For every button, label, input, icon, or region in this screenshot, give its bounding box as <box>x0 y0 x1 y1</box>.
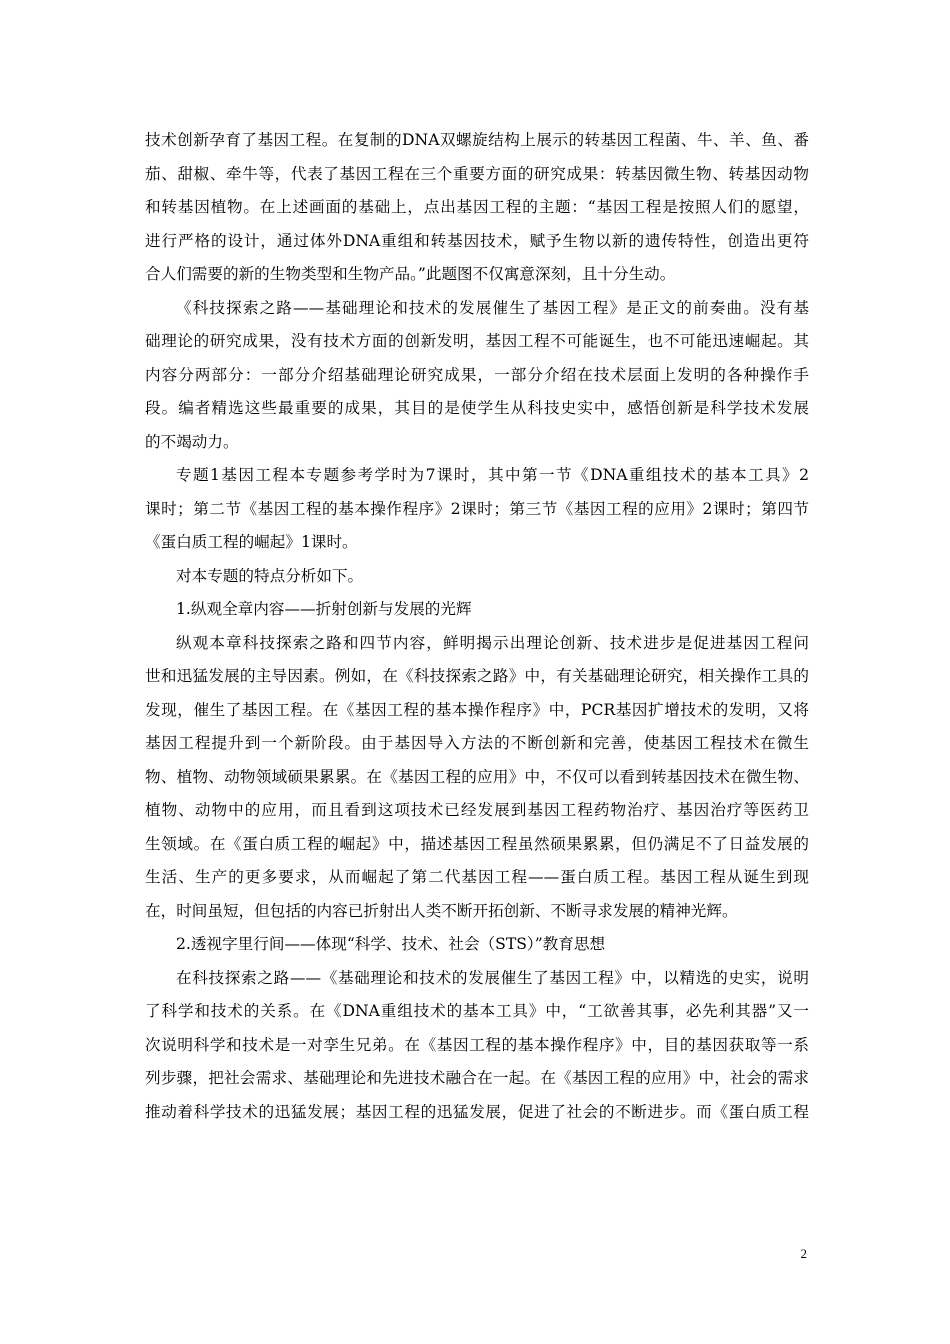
text-line: 物、植物、动物领域硕果累累。在《基因工程的应用》中，不仅可以看到转基因技术在微生物、 <box>145 767 809 786</box>
text-line: 课时；第二节《基因工程的基本操作程序》2课时；第三节《基因工程的应用》2课时；第四节 <box>145 499 809 518</box>
text-line: 《蛋白质工程的崛起》1课时。 <box>145 533 358 551</box>
text-line: 技术创新孕育了基因工程。在复制的DNA双螺旋结构上展示的转基因工程菌、牛、羊、鱼、番 <box>145 131 809 149</box>
text-line: 在科技探索之路——《基础理论和技术的发展催生了基因工程》中，以精选的史实，说明 <box>176 968 809 987</box>
paragraph <box>145 292 809 460</box>
text-line: 专题1基因工程本专题参考学时为7课时，其中第一节《DNA重组技术的基本工具》2 <box>176 466 809 484</box>
text-line: 生领域。在《蛋白质工程的崛起》中，描述基因工程虽然硕果累累，但仍满足不了日益发展的 <box>145 834 809 853</box>
text-line: 段。编者精选这些最重要的成果，其目的是使学生从科技史实中，感悟创新是科学技术发展 <box>145 399 809 417</box>
text-line: 基因工程提升到一个新阶段。由于基因导入方法的不断创新和完善，使基因工程技术在微生 <box>145 734 809 752</box>
text-line: 对本专题的特点分析如下。 <box>176 566 364 585</box>
text-line: 植物、动物中的应用，而且看到这项技术已经发展到基因工程药物治疗、基因治疗等医药卫 <box>145 801 809 819</box>
document-body <box>145 124 809 1129</box>
paragraph <box>145 124 809 292</box>
section-heading <box>145 593 809 627</box>
paragraph <box>145 459 809 560</box>
text-line: 进行严格的设计，通过体外DNA重组和转基因技术，赋予生物以新的遗传特性，创造出更符 <box>145 231 809 250</box>
page-number: 2 <box>800 1246 807 1261</box>
text-line: 推动着科学技术的迅猛发展；基因工程的迅猛发展，促进了社会的不断进步。而《蛋白质工程 <box>145 1102 809 1121</box>
text-line: 合人们需要的新的生物类型和生物产品。”此题图不仅寓意深刻，且十分生动。 <box>145 265 676 283</box>
text-line: 了科学和技术的关系。在《DNA重组技术的基本工具》中，“工欲善其事，必先利其器”又一 <box>145 1002 809 1020</box>
text-line: 生活、生产的更多要求，从而崛起了第二代基因工程——蛋白质工程。基因工程从诞生到现 <box>145 868 809 886</box>
section-heading <box>145 928 809 962</box>
text-line: 列步骤，把社会需求、基础理论和先进技术融合在一起。在《基因工程的应用》中，社会的需求 <box>145 1069 809 1087</box>
text-line: 《科技探索之路——基础理论和技术的发展催生了基因工程》是正文的前奏曲。没有基 <box>176 298 809 317</box>
text-line: 和转基因植物。在上述画面的基础上，点出基因工程的主题：“基因工程是按照人们的愿望， <box>145 198 809 216</box>
text-line: 础理论的研究成果，没有技术方面的创新发明，基因工程不可能诞生，也不可能迅速崛起。其 <box>145 332 809 350</box>
paragraph <box>145 962 809 1130</box>
text-line: 2.透视字里行间——体现“科学、技术、社会（STS）”教育思想 <box>176 935 606 953</box>
text-line: 纵观本章科技探索之路和四节内容，鲜明揭示出理论创新、技术进步是促进基因工程问 <box>176 633 809 652</box>
text-line: 世和迅猛发展的主导因素。例如，在《科技探索之路》中，有关基础理论研究，相关操作工具的 <box>145 667 809 685</box>
text-line: 1.纵观全章内容——折射创新与发展的光辉 <box>176 600 472 618</box>
text-line: 的不竭动力。 <box>145 432 239 451</box>
paragraph <box>145 560 809 594</box>
text-line: 茄、甜椒、牵牛等，代表了基因工程在三个重要方面的研究成果：转基因微生物、转基因动物 <box>145 164 809 183</box>
text-line: 在，时间虽短，但包括的内容已折射出人类不断开拓创新、不断寻求发展的精神光辉。 <box>145 901 738 920</box>
text-line: 内容分两部分：一部分介绍基础理论研究成果，一部分介绍在技术层面上发明的各种操作手 <box>145 365 809 384</box>
text-line: 次说明科学和技术是一对孪生兄弟。在《基因工程的基本操作程序》中，目的基因获取等一系 <box>145 1035 809 1054</box>
paragraph <box>145 627 809 929</box>
text-line: 发现，催生了基因工程。在《基因工程的基本操作程序》中，PCR基因扩增技术的发明，又将 <box>145 700 809 719</box>
